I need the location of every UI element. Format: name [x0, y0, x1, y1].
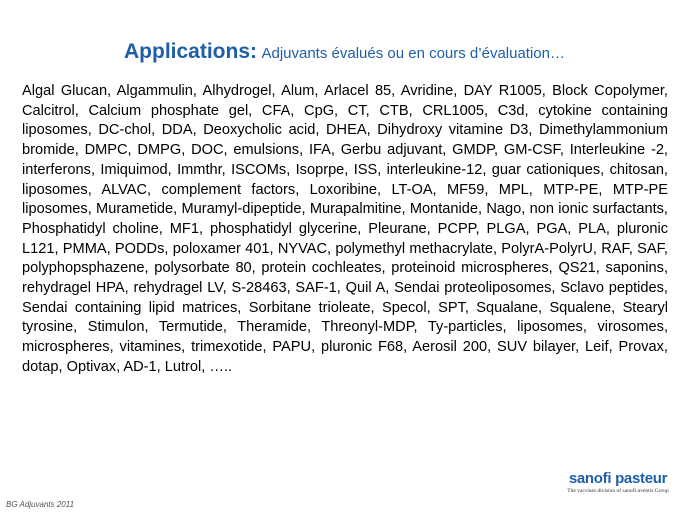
brand-tagline: The vaccines division of sanofi-aventis Group: [567, 488, 669, 494]
title-heading: Applications:: [124, 40, 258, 63]
brand-name: sanofi pasteur: [568, 470, 668, 487]
slide-title: [0, 38, 689, 68]
adjuvant-list-paragraph: Algal Glucan, Algammulin, Alhydrogel, Alum, Arlacel 85, Avridine, DAY R1005, Block Copolymer, Calcitrol, Calcium phosphate gel, CFA, CpG, CT, CTB, CRL1005, C3d, cytokine containing liposomes, DC-chol, DDA, Deoxycholic acid, DHEA, Dihydroxy vitamine D3, Dimethylammonium bromide, DMPC, DMPG, DOC, emulsions, IFA, Gerbu adjuvant, GMDP, GM-CSF, Interleukine -2, interferons, Imiquimod, Immthr, ISCOMs, Isoprpe, ISS, interleukine-12, guar cationiques, chitosan, liposomes, ALVAC, complement factors, Loxoribine, LT-OA, MF59, MPL, MTP-PE, MTP-PE liposomes, Murametide, Muramyl-dipeptide, Murapalmitine, Montanide, Nago, non ionic surfactants, Phosphatidyl choline, MF1, phosphatidyl glycerine, Pleurane, PCPP, PLGA, PGA, PLA, pluronic L121, PMMA, PODDs, poloxamer 401, NYVAC, polymethyl methacrylate, PolyrA-PolyrU, RAF, SAF, polyphopsphazene, polysorbate 80, protein cochleates, proteinoid microspheres, QS21, saponins, rehydragel HPA, rehydragel LV, S-28463, SAF-1, Quil A, Sendai proteoliposomes, Sclavo peptides, Sendai containing lipid matrices, Sorbitane trioleate, Specol, SPT, Squalane, Squalene, Stearyl tyrosine, Stimulon, Termutide, Theramide, Threonyl-MDP, Ty-particles, liposomes, virosomes, microspheres, vitamines, trimexotide, PAPU, pluronic F68, Aerosil 200, SUV bilayer, Leif, Provax, dotap, Optivax, AD-1, Lutrol, …..: [22, 83, 668, 375]
sanofi-pasteur-logo: [558, 470, 678, 495]
title-subtitle: Adjuvants évalués ou en cours d’évaluation…: [261, 45, 565, 62]
footer-credit: BG Adjuvants 2011: [6, 500, 75, 509]
